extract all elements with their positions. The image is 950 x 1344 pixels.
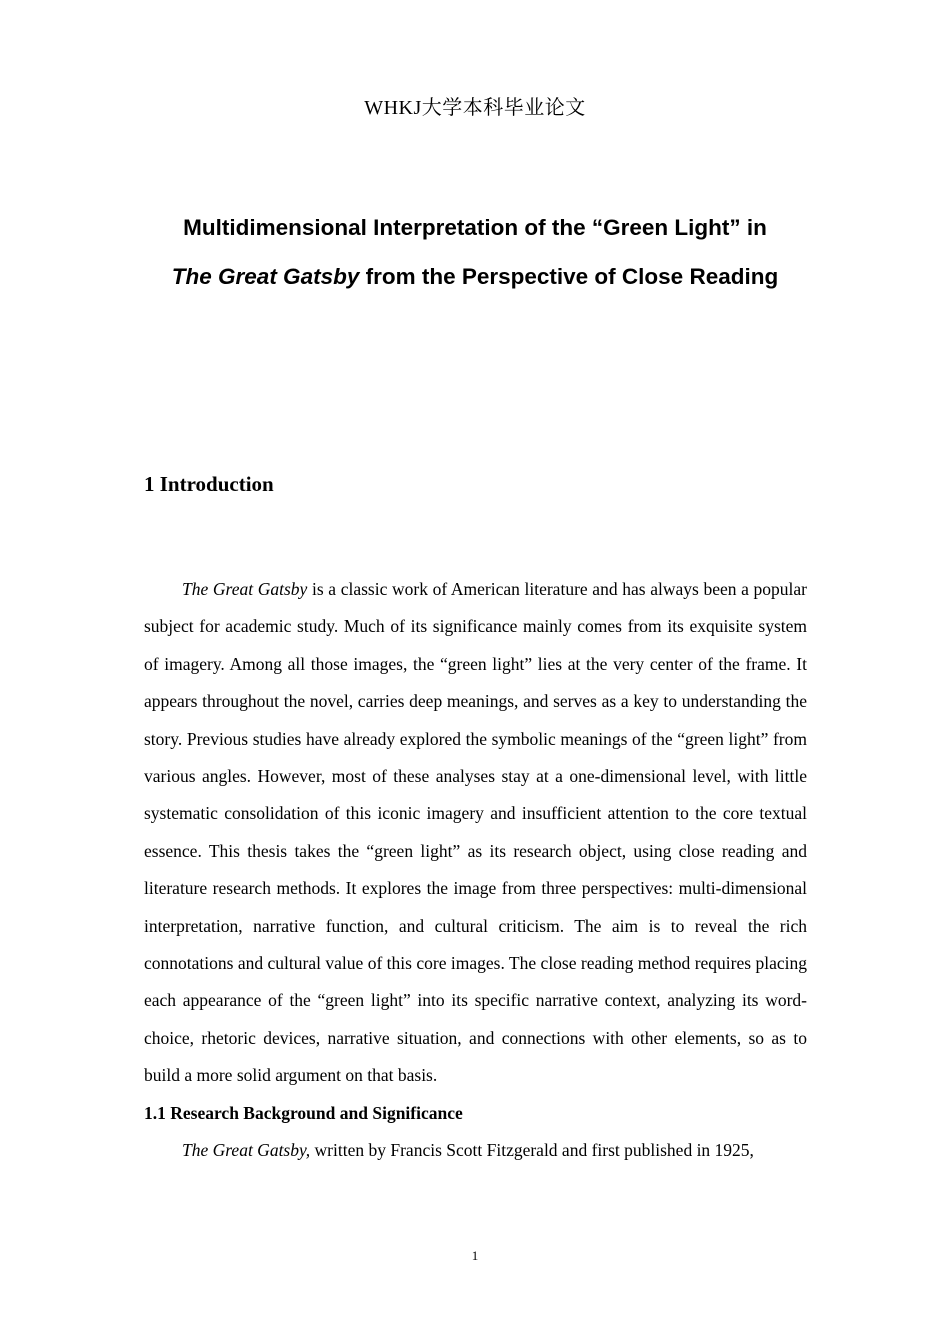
intro-book-title: The Great Gatsby — [182, 579, 308, 599]
intro-paragraph-text: is a classic work of American literature and has always been a popular subject for academic study. Much of its significance mainly comes from its exquisite system of imagery. Among all those images, the “green light” lies at the very center of the frame. It appears throughout the novel, carries deep meanings, and serves as a key to understanding the story. Previous studies have already explored the symbolic meanings of the “green light” from various angles. However, most of these analyses stay at a one-dimensional level, with little systematic consolidation of this iconic imagery and insufficient attention to the core textual essence. This thesis takes the “green light” as its research object, using close reading and literature research methods. It explores the image from three perspectives: multi-dimensional interpretation, narrative function, and cultural criticism. The aim is to reveal the rich connotations and cultural value of this core images. The close reading method requires placing each appearance of the “green light” into its specific narrative context, analyzing its word-choice, rhetoric devices, narrative situation, and connections with other elements, so as to build a more solid argument on that basis. — [144, 579, 807, 1086]
title-line-2-rest: from the Perspective of Close Reading — [359, 264, 779, 289]
title-line-1: Multidimensional Interpretation of the “Green Light” in — [183, 215, 767, 240]
thesis-title — [0, 208, 950, 306]
background-paragraph — [144, 1132, 807, 1169]
background-paragraph-text: written by Francis Scott Fitzgerald and first published in 1925, — [310, 1140, 754, 1161]
background-book-title: The Great Gatsby, — [182, 1140, 311, 1161]
running-header: WHKJ大学本科毕业论文 — [364, 97, 586, 119]
section-heading-introduction: 1 Introduction — [144, 472, 274, 496]
body-text — [144, 571, 807, 1170]
page-number: 1 — [471, 1248, 479, 1263]
intro-paragraph — [144, 571, 807, 1095]
title-book-name: The Great Gatsby — [171, 264, 360, 289]
subsection-heading: 1.1 Research Background and Significance — [144, 1102, 463, 1123]
title-line-2 — [0, 257, 950, 306]
